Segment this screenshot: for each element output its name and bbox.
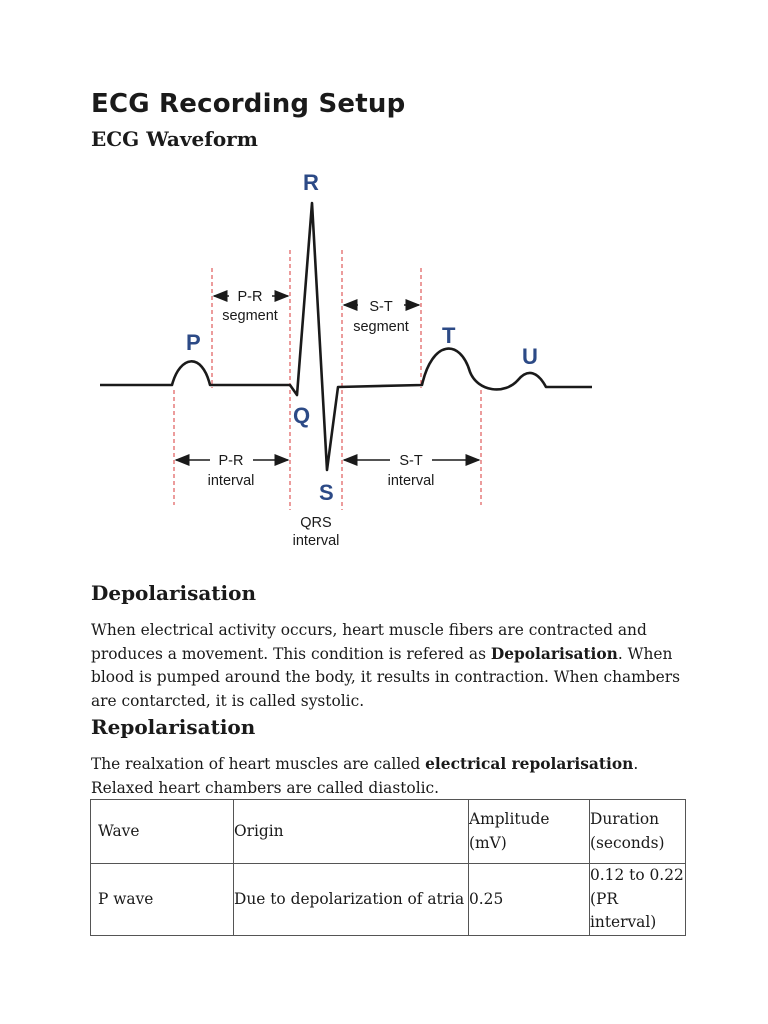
st-segment-label-line1: S-T: [369, 299, 393, 315]
table-cell: [91, 864, 234, 936]
st-interval-label-line1: S-T: [399, 453, 423, 469]
pr-interval-label-line1: P-R: [218, 453, 244, 469]
repolarisation-bold-term: electrical repolarisation: [425, 755, 634, 773]
table-row: [91, 864, 686, 936]
ecg-trace: [100, 203, 592, 470]
label-p: P: [186, 330, 201, 355]
pr-interval-label-line2: interval: [207, 473, 255, 489]
table-header-cell: [234, 800, 469, 864]
header-wave: Wave: [98, 821, 140, 840]
table-header-cell: [91, 800, 234, 864]
table-header-cell: [590, 800, 686, 864]
pr-segment-label-line1: P-R: [237, 289, 263, 305]
ecg-waveform-diagram: [90, 162, 610, 562]
header-duration-line1: Duration: [590, 810, 660, 828]
section-heading-repolarisation: Repolarisation: [91, 715, 256, 739]
table-cell: [469, 864, 590, 936]
label-u: U: [522, 344, 538, 369]
st-segment-label-line2: segment: [353, 319, 409, 335]
repolarisation-paragraph: [91, 753, 691, 800]
table-header-cell: [469, 800, 590, 864]
depolarisation-text-part2: . When blood is pumped around the body, it results in contraction. When chambers are contarcted, it is called systolic.: [91, 644, 680, 710]
ecg-wave-table: [90, 799, 686, 936]
cell-duration-line2: (PR interval): [590, 889, 657, 931]
depolarisation-bold-term: Depolarisation: [490, 644, 618, 663]
header-amplitude-line1: Amplitude: [469, 810, 550, 828]
depolarisation-text-part1: When electrical activity occurs, heart muscle fibers are contracted and produces a movement. This condition is refered as: [91, 621, 647, 663]
qrs-interval-label-line2: interval: [292, 533, 340, 549]
label-s: S: [319, 480, 334, 505]
header-amplitude-line2: (mV): [469, 833, 507, 852]
cell-duration-line1: 0.12 to 0.22: [590, 866, 684, 884]
repolarisation-text-part2: . Relaxed heart chambers are called diastolic.: [91, 755, 639, 797]
header-duration-line2: (seconds): [590, 833, 665, 852]
header-origin: Origin: [234, 821, 284, 840]
label-q: Q: [293, 403, 311, 428]
qrs-interval-label-line1: QRS: [300, 515, 332, 531]
st-interval-label-line2: interval: [387, 473, 435, 489]
pr-segment-label-line2: segment: [222, 308, 278, 324]
section-heading-depolarisation: Depolarisation: [91, 581, 257, 605]
repolarisation-text-part1: The realxation of heart muscles are called: [91, 755, 426, 773]
label-t: T: [442, 323, 456, 348]
depolarisation-paragraph: [91, 619, 691, 713]
table-cell: [234, 864, 469, 936]
cell-wave: P wave: [98, 889, 154, 908]
cell-origin: Due to depolarization of atria: [234, 889, 465, 908]
table-cell: [590, 864, 686, 936]
label-r: R: [303, 170, 319, 195]
section-heading-ecg-waveform: ECG Waveform: [91, 127, 258, 151]
page-title: ECG Recording Setup: [91, 89, 406, 119]
cell-amplitude: 0.25: [469, 889, 504, 908]
table-header-row: [91, 800, 686, 864]
